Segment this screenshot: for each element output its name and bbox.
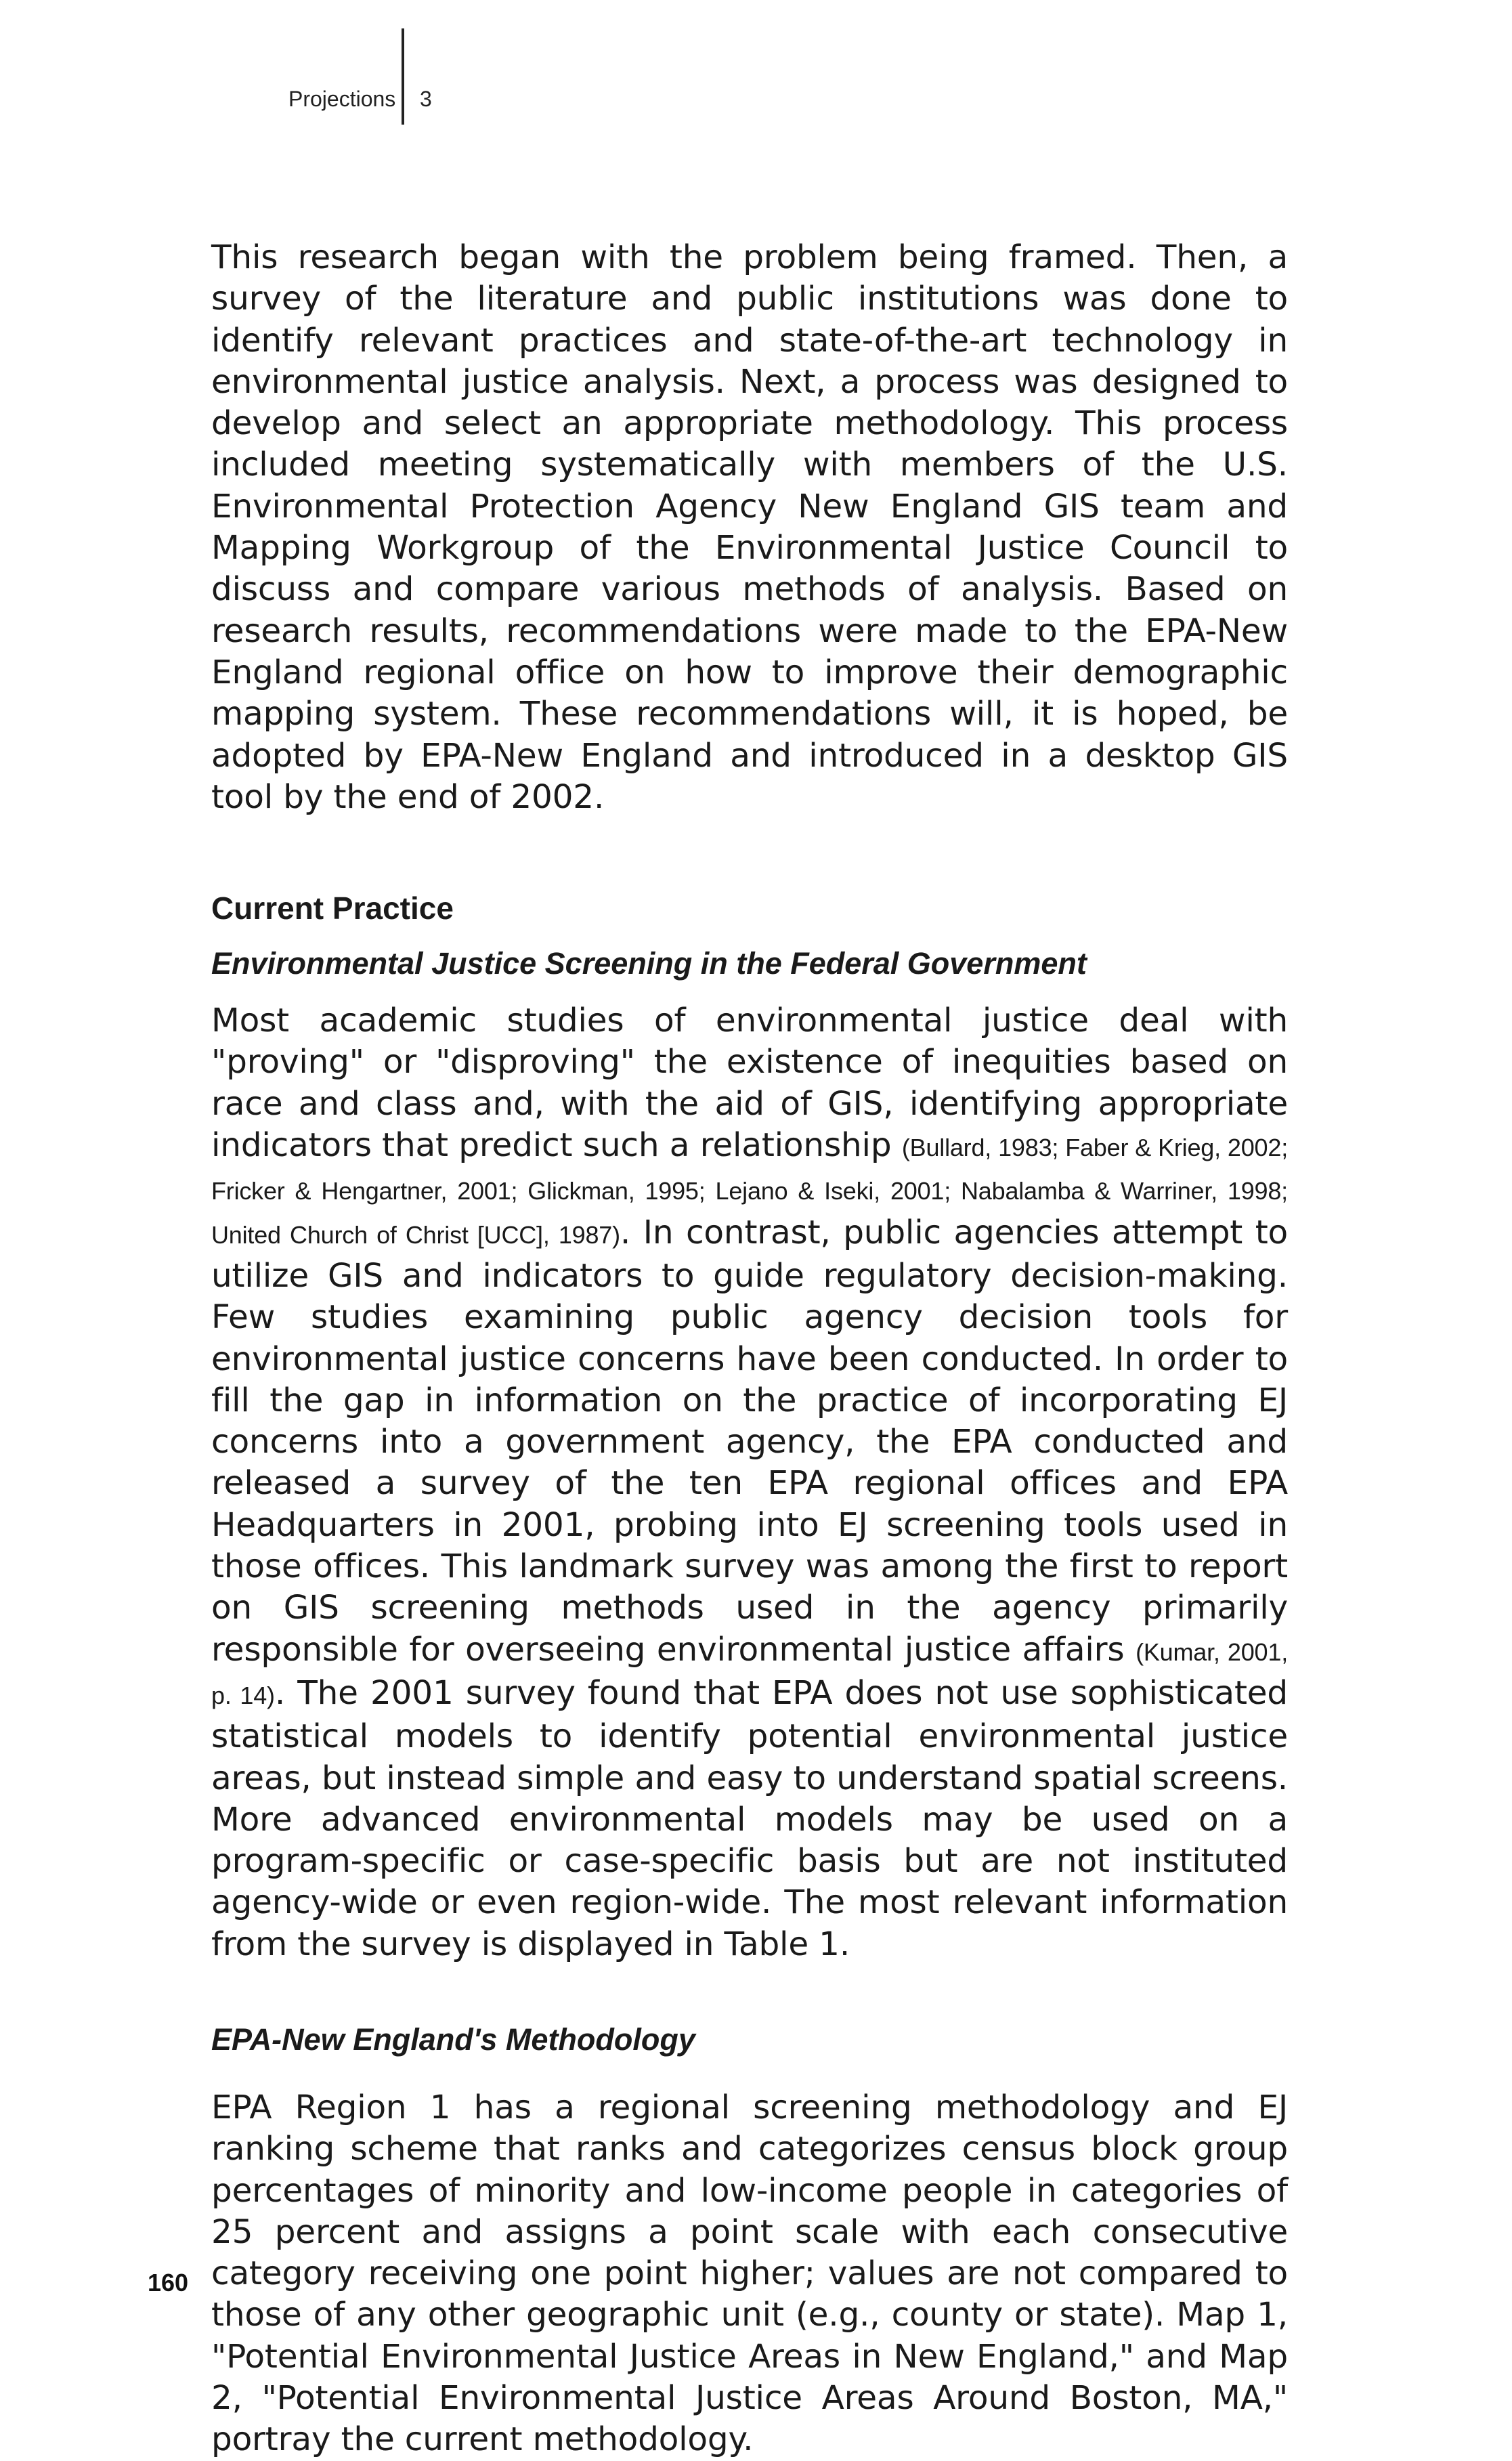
subheading-epa-methodology: EPA-New England's Methodology: [211, 2021, 695, 2057]
intro-paragraph: This research began with the problem being framed. Then, a survey of the literature and public institutions was done to identify relevant practices and state-of-the-art technology in environmental justice analysis. Next, a process was designed to develop and select an appropriate methodology. This process included meeting systematically with members of the U.S. Environmental Protection Agency New England GIS team and Mapping Workgroup of the Environmental Justice Council to discuss and compare various methods of analysis. Based on research results, recommendations were made to the EPA-New England regional office on how to improve their demographic mapping system. These recommendations will, it is hoped, be adopted by EPA-New England and introduced in a desktop GIS tool by the end of 2002.: [211, 238, 1288, 816]
paragraph-text: . The 2001 survey found that EPA does not use sophisticated statistical models to identify potential environmental justice areas, but instead simple and easy to understand spatial screens. More advanced environmental models may be used on a program-specific or case-specific basis but are not instituted agency-wide or even region-wide. The most relevant information from the survey is displayed in Table 1.: [211, 1673, 1288, 1963]
methodology-paragraph: EPA Region 1 has a regional screening methodology and EJ ranking scheme that ranks and categorizes census block group percentages of minority and low-income people in categories of 25 percent and assigns a point scale with each consecutive category receiving one point higher; values are not compared to those of any other geographic unit (e.g., county or state). Map 1, "Potential Environmental Justice Areas in New England," and Map 2, "Potential Environmental Justice Areas Around Boston, MA," portray the current methodology.: [211, 2088, 1288, 2459]
header-divider: [402, 28, 404, 125]
citation: (Bullard, 1983; Faber & Krieg, 2002; Fricker & Hengartner, 2001; Glickman, 1995; Lejano & Iseki, 2001; Nabalamba & Warriner, 1998; United Church of Christ [UCC], 1987): [211, 1134, 1289, 1249]
article-body: [211, 237, 1288, 2461]
citation: (Kumar, 2001, p. 14): [211, 1638, 1288, 1709]
current-practice-paragraph: [211, 1000, 1288, 1965]
running-header-title: Projections: [288, 87, 396, 111]
paragraph-text: Most academic studies of environmental justice deal with "proving" or "disproving" the existence of inequities based on race and class and, with the aid of GIS, identifying appropriate indicators that predict such a relationship: [211, 1002, 1288, 1165]
section-heading-current-practice: Current Practice: [211, 891, 454, 926]
running-header-issue: 3: [420, 87, 432, 111]
paragraph-text: . In contrast, public agencies attempt to utilize GIS and indicators to guide regulatory decision-making. Few studies examining public agency decision tools for environmental justice concerns have been conducted. In order to fill the gap in information on the practice of incorporating EJ concerns into a government agency, the EPA conducted and released a survey of the ten EPA regional offices and EPA Headquarters in 2001, probing into EJ screening tools used in those offices. This landmark survey was among the first to report on GIS screening methods used in the agency primarily responsible for overseeing environmental justice affairs: [211, 1213, 1288, 1669]
subheading-ej-screening: Environmental Justice Screening in the Federal Government: [211, 946, 1087, 981]
page-number: 160: [148, 2269, 189, 2296]
